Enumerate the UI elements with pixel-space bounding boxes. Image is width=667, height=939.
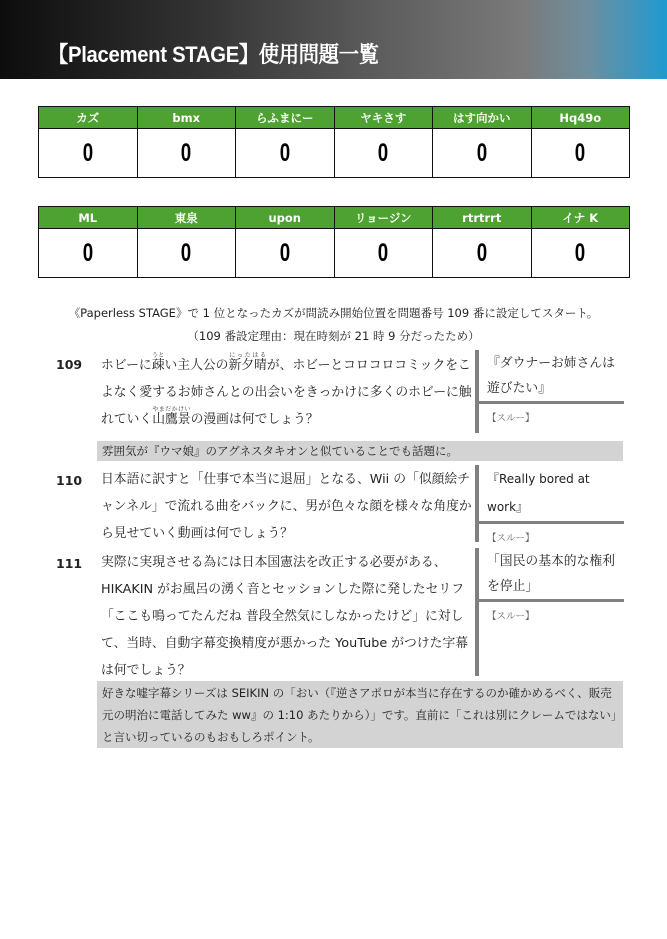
question-note: 好きな嘘字幕シリーズは SEIKIN の「おい（『逆さアポロが本当に存在するのか確かめるべく、販売元の明治に電話してみた ww』の 1:10 あたりから）」です。直前に「これは別にクレームではない」と言い切っているのもおもしろポイント。: [97, 681, 623, 748]
answer-text: 『ダウナーお姉さんは遊びたい』: [479, 350, 624, 404]
result-label: 【スルー】: [487, 611, 535, 622]
intro-line-2: （109 番設定理由：現在時刻が 21 時 9 分だったため）: [187, 329, 480, 343]
result-label: 【スルー】: [487, 413, 535, 424]
intro-line-1: 《Paperless STAGE》で 1 位となったカズが問読み開始位置を問題番号 109 番に設定してスタート。: [68, 306, 599, 320]
score-table-score-row: [39, 229, 630, 278]
player-name: らふまにー: [236, 107, 335, 129]
player-score: 0: [137, 129, 236, 178]
player-score: 0: [39, 229, 138, 278]
score-table-score-row: [39, 129, 630, 178]
page-header: [0, 0, 667, 79]
question-number: 110: [56, 473, 83, 488]
answer-box: [475, 350, 624, 433]
player-name: 東泉: [137, 207, 236, 229]
player-score: 0: [236, 229, 335, 278]
player-score: 0: [531, 229, 630, 278]
player-name: Hq49o: [531, 107, 630, 129]
player-name: bmx: [137, 107, 236, 129]
question-number: 109: [56, 357, 83, 372]
answer-text: 「国民の基本的な権利を停止」: [479, 548, 624, 602]
score-table-header-row: [39, 107, 630, 129]
answer-text: 『Really bored at work』: [479, 465, 624, 524]
score-table-1: [38, 106, 630, 178]
answer-box: [475, 465, 624, 542]
player-score: 0: [531, 129, 630, 178]
result-label: 【スルー】: [487, 533, 535, 544]
player-score: 0: [236, 129, 335, 178]
question-text: ホビーに疎うとい主人公の新夕晴にったはるが、ホビーとコロコロコミックをこよなく愛するお姉さんとの出会いをきっかけに多くのホビーに触れていく山鷹景やまだかけいの漫画は何でしょう？: [101, 352, 472, 427]
question-number: 111: [56, 556, 83, 571]
player-name: ML: [39, 207, 138, 229]
player-score: 0: [334, 129, 433, 178]
player-name: upon: [236, 207, 335, 229]
player-score: 0: [334, 229, 433, 278]
player-name: はす向かい: [433, 107, 532, 129]
page-title: 【Placement STAGE】使用問題一覧: [48, 42, 379, 67]
player-name: カズ: [39, 107, 138, 129]
player-score: 0: [433, 129, 532, 178]
player-name: イナ K: [531, 207, 630, 229]
answer-box: [475, 548, 624, 676]
question-text: 日本語に訳すと「仕事で本当に退屈」となる、Wii の「似顔絵チャンネル」で流れる曲をバックに、男が色々な顔を様々な角度から見せていく動画は何でしょう？: [101, 472, 472, 541]
score-table-header-row: [39, 207, 630, 229]
player-name: リョージン: [334, 207, 433, 229]
player-name: rtrtrrt: [433, 207, 532, 229]
player-score: 0: [39, 129, 138, 178]
question-note: 雰囲気が『ウマ娘』のアグネスタキオンと似ていることでも話題に。: [97, 441, 623, 461]
question-text: 実際に実現させる為には日本国憲法を改正する必要がある、HIKAKIN がお風呂の湧く音とセッションした際に発したセリフ「ここも鳴ってたんだね 普段全然気にしなかったけど」に対して、当時、自動字幕変換精度が悪かった YouTube がつけた字幕は何でしょう？: [101, 555, 469, 678]
player-name: ヤキさす: [334, 107, 433, 129]
score-table-2: [38, 206, 630, 278]
player-score: 0: [433, 229, 532, 278]
player-score: 0: [137, 229, 236, 278]
